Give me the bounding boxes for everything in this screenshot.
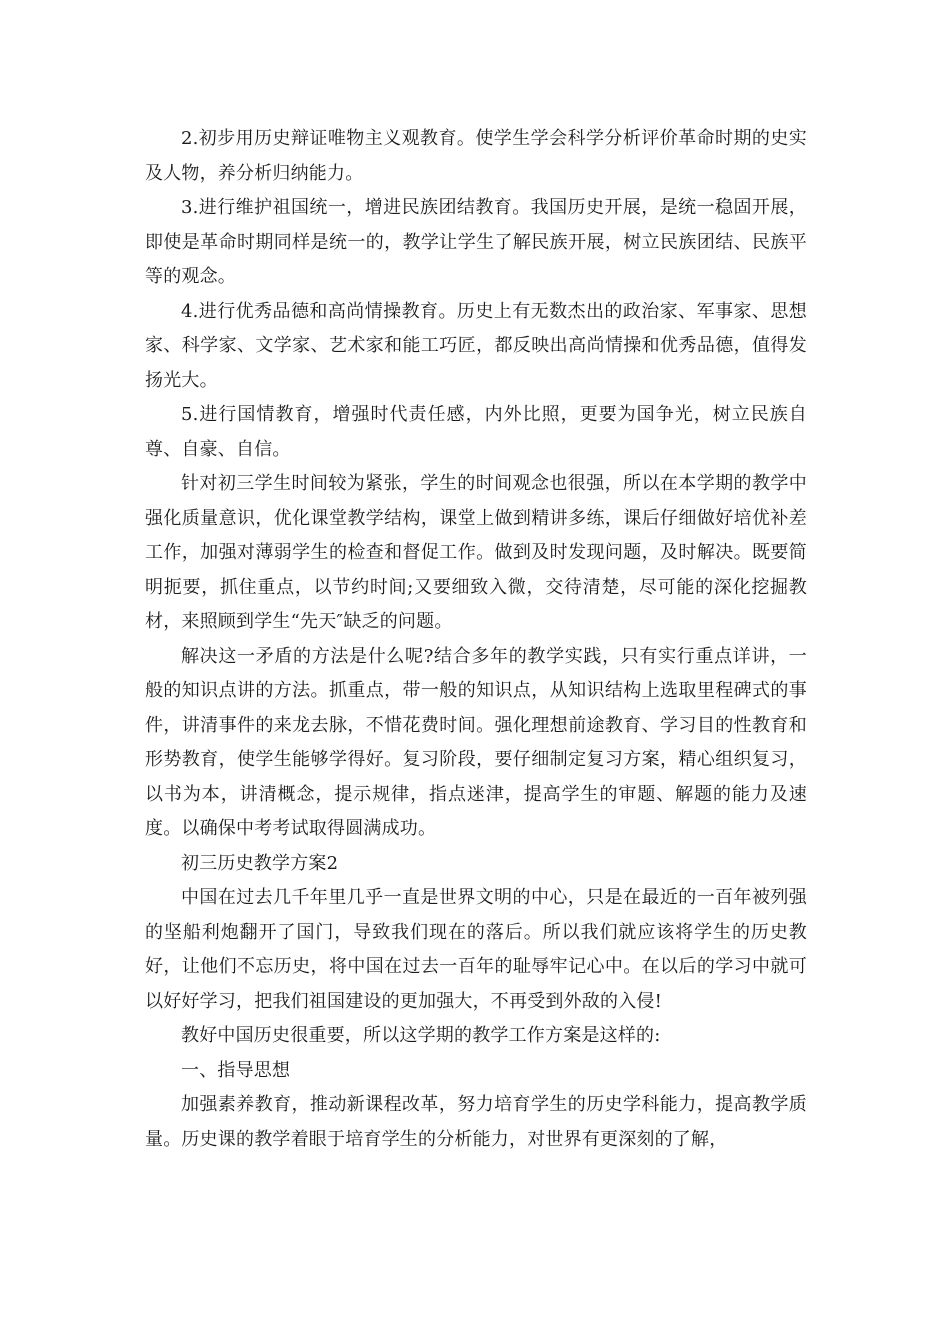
paragraph-teaching-focus: 针对初三学生时间较为紧张，学生的时间观念也很强，所以在本学期的教学中强化质量意识，优化课堂教学结构，课堂上做到精讲多练，课后仔细做好培优补差工作，加强对薄弱学生的检查和督促工作。做到及时发现问题，及时解决。既要简明扼要，抓住重点，以节约时间;又要细致入微，交待清楚，尽可能的深化挖掘教材，来照顾到学生“先天″缺乏的问题。 <box>145 473 807 632</box>
paragraph-point-5: 5.进行国情教育，增强时代责任感，内外比照，更要为国争光，树立民族自尊、自豪、自信。 <box>145 404 807 460</box>
section-heading-plan-2: 初三历史教学方案2 <box>181 852 339 874</box>
paragraph-guiding-ideology: 加强素养教育，推动新课程改革，努力培育学生的历史学科能力，提高教学质量。历史课的教学着眼于培育学生的分析能力，对世界有更深刻的了解， <box>145 1094 807 1150</box>
paragraph-point-4: 4.进行优秀品德和高尚情操教育。历史上有无数杰出的政治家、军事家、思想家、科学家、文学家、艺术家和能工巧匠，都反映出高尚情操和优秀品德，值得发扬光大。 <box>145 300 807 391</box>
paragraph-solution-method: 解决这一矛盾的方法是什么呢?结合多年的教学实践，只有实行重点详讲，一般的知识点讲的方法。抓重点，带一般的知识点，从知识结构上选取里程碑式的事件，讲清事件的来龙去脉，不惜花费时间。强化理想前途教育、学习目的性教育和形势教育，使学生能够学得好。复习阶段，要仔细制定复习方案，精心组织复习，以书为本，讲清概念，提示规律，指点迷津，提高学生的审题、解题的能力及速度。以确保中考考试取得圆满成功。 <box>145 645 807 839</box>
paragraph-china-history: 中国在过去几千年里几乎一直是世界文明的中心，只是在最近的一百年被列强的坚船利炮翻开了国门，导致我们现在的落后。所以我们就应该将学生的历史教好，让他们不忘历史，将中国在过去一百年的耻辱牢记心中。在以后的学习中就可以好好学习，把我们祖国建设的更加强大，不再受到外敌的入侵! <box>145 887 807 1012</box>
document-page <box>145 122 807 1157</box>
paragraph-plan-intro: 教好中国历史很重要，所以这学期的教学工作方案是这样的: <box>181 1025 661 1046</box>
paragraph-point-2: 2.初步用历史辩证唯物主义观教育。使学生学会科学分析评价革命时期的史实及人物，养分析归纳能力。 <box>145 128 807 184</box>
section-heading-guiding-ideology: 一、指导思想 <box>181 1059 291 1081</box>
paragraph-point-3: 3.进行维护祖国统一，增进民族团结教育。我国历史开展，是统一稳固开展，即使是革命时期同样是统一的，教学让学生了解民族开展，树立民族团结、民族平等的观念。 <box>145 197 807 287</box>
